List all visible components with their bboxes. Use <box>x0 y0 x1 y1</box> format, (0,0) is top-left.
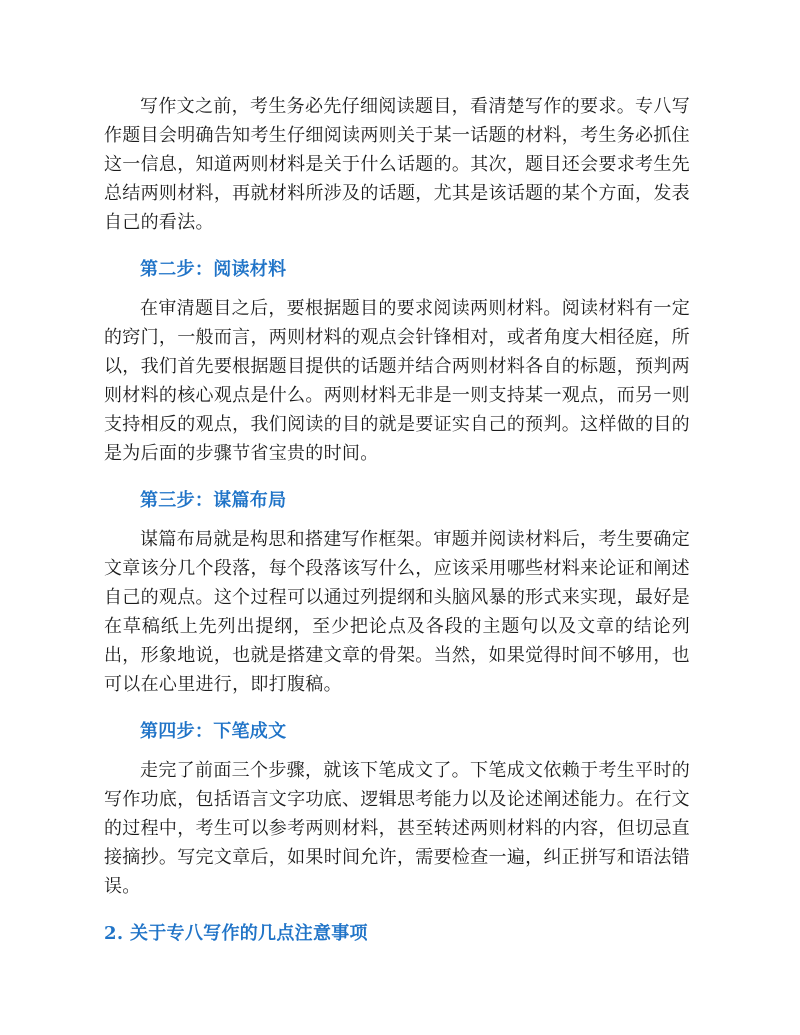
step-3-paragraph: 谋篇布局就是构思和搭建写作框架。审题并阅读材料后，考生要确定文章该分几个段落，每个段落该写什么，应该采用哪些材料来论证和阐述自己的观点。这个过程可以通过列提纲和头脑风暴的形式来实现，最好是在草稿纸上先列出提纲，至少把论点及各段的主题句以及文章的结论列出，形象地说，也就是搭建文章的骨架。当然，如果觉得时间不够用，也可以在心里进行，即打腹稿。 <box>104 529 690 695</box>
step-2-heading: 第二步：阅读材料 <box>140 259 287 280</box>
document-page <box>104 92 690 948</box>
step-4-heading: 第四步：下笔成文 <box>140 721 287 742</box>
step-4-paragraph: 走完了前面三个步骤，就该下笔成文了。下笔成文依赖于考生平时的写作功底，包括语言文字功底、逻辑思考能力以及论述阐述能力。在行文的过程中，考生可以参考两则材料，甚至转述两则材料的内容，但切忌直接摘抄。写完文章后，如果时间允许，需要检查一遍，纠正拼写和语法错误。 <box>104 760 690 897</box>
intro-paragraph: 写作文之前，考生务必先仔细阅读题目，看清楚写作的要求。专八写作题目会明确告知考生仔细阅读两则关于某一话题的材料，考生务必抓住这一信息，知道两则材料是关于什么话题的。其次，题目还会要求考生先总结两则材料，再就材料所涉及的话题，尤其是该话题的某个方面，发表自己的看法。 <box>104 96 690 233</box>
step-2-paragraph: 在审清题目之后，要根据题目的要求阅读两则材料。阅读材料有一定的窍门，一般而言，两则材料的观点会针锋相对，或者角度大相径庭，所以，我们首先要根据题目提供的话题并结合两则材料各自的标题，预判两则材料的核心观点是什么。两则材料无非是一则支持某一观点，而另一则支持相反的观点，我们阅读的目的就是要证实自己的预判。这样做的目的是为后面的步骤节省宝贵的时间。 <box>104 298 690 464</box>
step-3-heading: 第三步：谋篇布局 <box>140 490 287 511</box>
section-heading: 2. 关于专八写作的几点注意事项 <box>104 923 368 944</box>
